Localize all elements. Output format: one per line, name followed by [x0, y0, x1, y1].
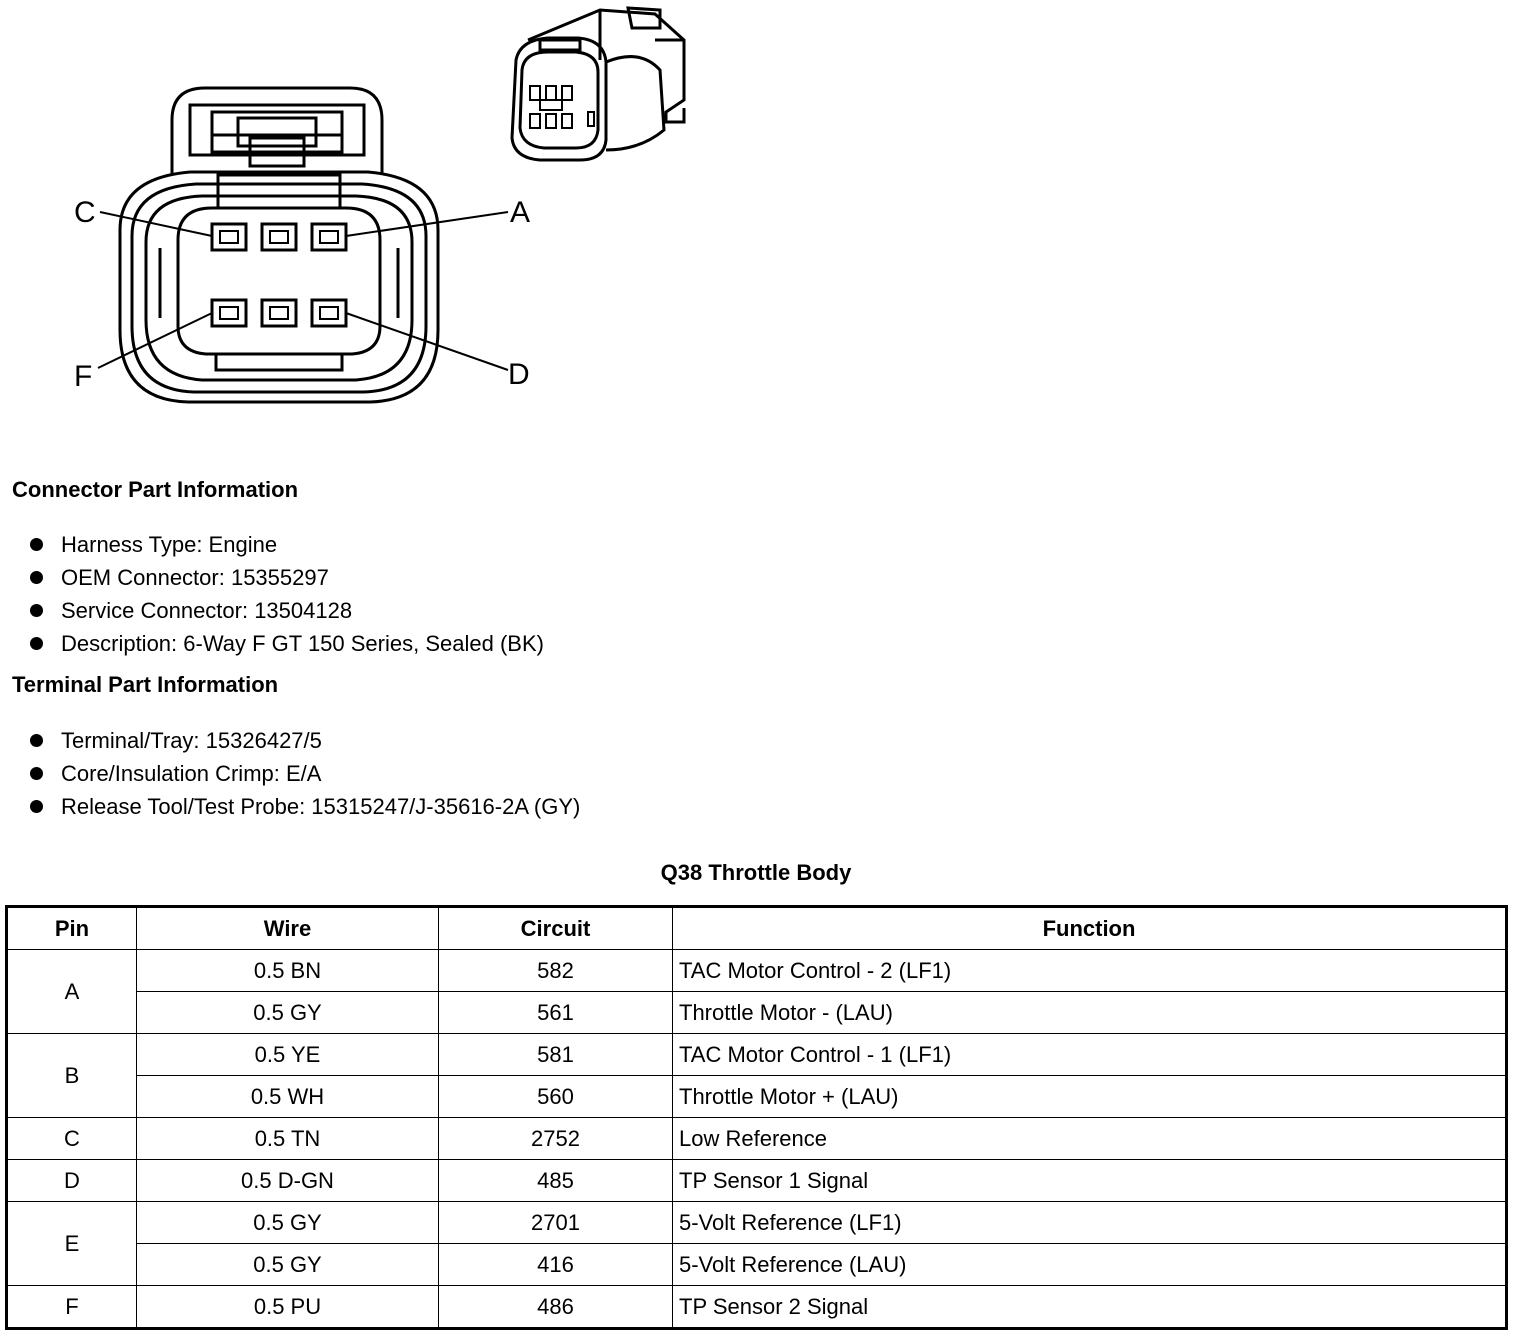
- table-header-row: [7, 907, 1507, 950]
- header-circuit: Circuit: [439, 907, 673, 950]
- table-row: [7, 1160, 1507, 1202]
- table-row: [7, 1118, 1507, 1160]
- cell-wire: 0.5 YE: [137, 1034, 439, 1076]
- bullet-icon: [30, 734, 43, 747]
- list-item-text: OEM Connector: 15355297: [61, 565, 329, 590]
- list-item-text: Harness Type: Engine: [61, 532, 278, 557]
- cell-circuit: 560: [439, 1076, 673, 1118]
- cell-wire: 0.5 TN: [137, 1118, 439, 1160]
- list-item-text: Description: 6-Way F GT 150 Series, Sealed (BK): [61, 631, 544, 656]
- terminal-cavities: [212, 224, 346, 326]
- connector-3d-illustration: [512, 8, 684, 160]
- cell-pin: C: [7, 1118, 137, 1160]
- cell-circuit: 2701: [439, 1202, 673, 1244]
- terminal-info-list: [28, 724, 580, 823]
- pin-label-f: F: [74, 360, 93, 393]
- list-item: [28, 561, 544, 594]
- list-item-text: Release Tool/Test Probe: 15315247/J-35616-2A (GY): [61, 794, 581, 819]
- cell-circuit: 416: [439, 1244, 673, 1286]
- table-row: [7, 950, 1507, 992]
- header-function: Function: [673, 907, 1507, 950]
- list-item: [28, 757, 580, 790]
- cell-function: TP Sensor 2 Signal: [673, 1286, 1507, 1329]
- connector-info-title: Connector Part Information: [12, 477, 299, 502]
- connector-diagram: [0, 0, 720, 430]
- table-body: [7, 950, 1507, 1329]
- connector-face-drawing: [0, 0, 720, 430]
- table-row: [7, 992, 1507, 1034]
- cell-circuit: 581: [439, 1034, 673, 1076]
- bullet-icon: [30, 637, 43, 650]
- table-title: Q38 Throttle Body: [660, 860, 852, 885]
- header-pin: Pin: [7, 907, 137, 950]
- list-item: [28, 594, 544, 627]
- cell-function: TAC Motor Control - 1 (LF1): [673, 1034, 1507, 1076]
- cell-wire: 0.5 GY: [137, 1202, 439, 1244]
- bullet-icon: [30, 538, 43, 551]
- cell-wire: 0.5 WH: [137, 1076, 439, 1118]
- cell-circuit: 2752: [439, 1118, 673, 1160]
- cell-function: TAC Motor Control - 2 (LF1): [673, 950, 1507, 992]
- cell-pin: B: [7, 1034, 137, 1118]
- cell-circuit: 485: [439, 1160, 673, 1202]
- terminal-info-title: Terminal Part Information: [12, 672, 279, 697]
- list-item-text: Core/Insulation Crimp: E/A: [61, 761, 322, 786]
- pin-label-a: A: [510, 196, 531, 229]
- cell-wire: 0.5 GY: [137, 1244, 439, 1286]
- cell-pin: F: [7, 1286, 137, 1329]
- table-row: [7, 1076, 1507, 1118]
- cell-circuit: 582: [439, 950, 673, 992]
- bullet-icon: [30, 800, 43, 813]
- cell-function: Throttle Motor - (LAU): [673, 992, 1507, 1034]
- cell-circuit: 486: [439, 1286, 673, 1329]
- list-item: [28, 627, 544, 660]
- cell-circuit: 561: [439, 992, 673, 1034]
- table-row: [7, 1034, 1507, 1076]
- cell-wire: 0.5 D-GN: [137, 1160, 439, 1202]
- list-item: [28, 724, 580, 757]
- cell-pin: A: [7, 950, 137, 1034]
- cell-pin: D: [7, 1160, 137, 1202]
- cell-wire: 0.5 BN: [137, 950, 439, 992]
- list-item: [28, 790, 580, 823]
- table-row: [7, 1244, 1507, 1286]
- pinout-table: [5, 905, 1508, 1330]
- list-item-text: Service Connector: 13504128: [61, 598, 353, 623]
- cell-function: 5-Volt Reference (LAU): [673, 1244, 1507, 1286]
- header-wire: Wire: [137, 907, 439, 950]
- bullet-icon: [30, 571, 43, 584]
- list-item-text: Terminal/Tray: 15326427/5: [61, 728, 322, 753]
- cell-function: TP Sensor 1 Signal: [673, 1160, 1507, 1202]
- bullet-icon: [30, 604, 43, 617]
- bullet-icon: [30, 767, 43, 780]
- connector-info-list: [28, 528, 544, 660]
- cell-pin: E: [7, 1202, 137, 1286]
- cell-wire: 0.5 PU: [137, 1286, 439, 1329]
- table-row: [7, 1286, 1507, 1329]
- cell-function: 5-Volt Reference (LF1): [673, 1202, 1507, 1244]
- list-item: [28, 528, 544, 561]
- cell-function: Throttle Motor + (LAU): [673, 1076, 1507, 1118]
- cell-wire: 0.5 GY: [137, 992, 439, 1034]
- pin-label-d: D: [508, 358, 530, 391]
- cell-function: Low Reference: [673, 1118, 1507, 1160]
- table-row: [7, 1202, 1507, 1244]
- pin-label-c: C: [74, 196, 96, 229]
